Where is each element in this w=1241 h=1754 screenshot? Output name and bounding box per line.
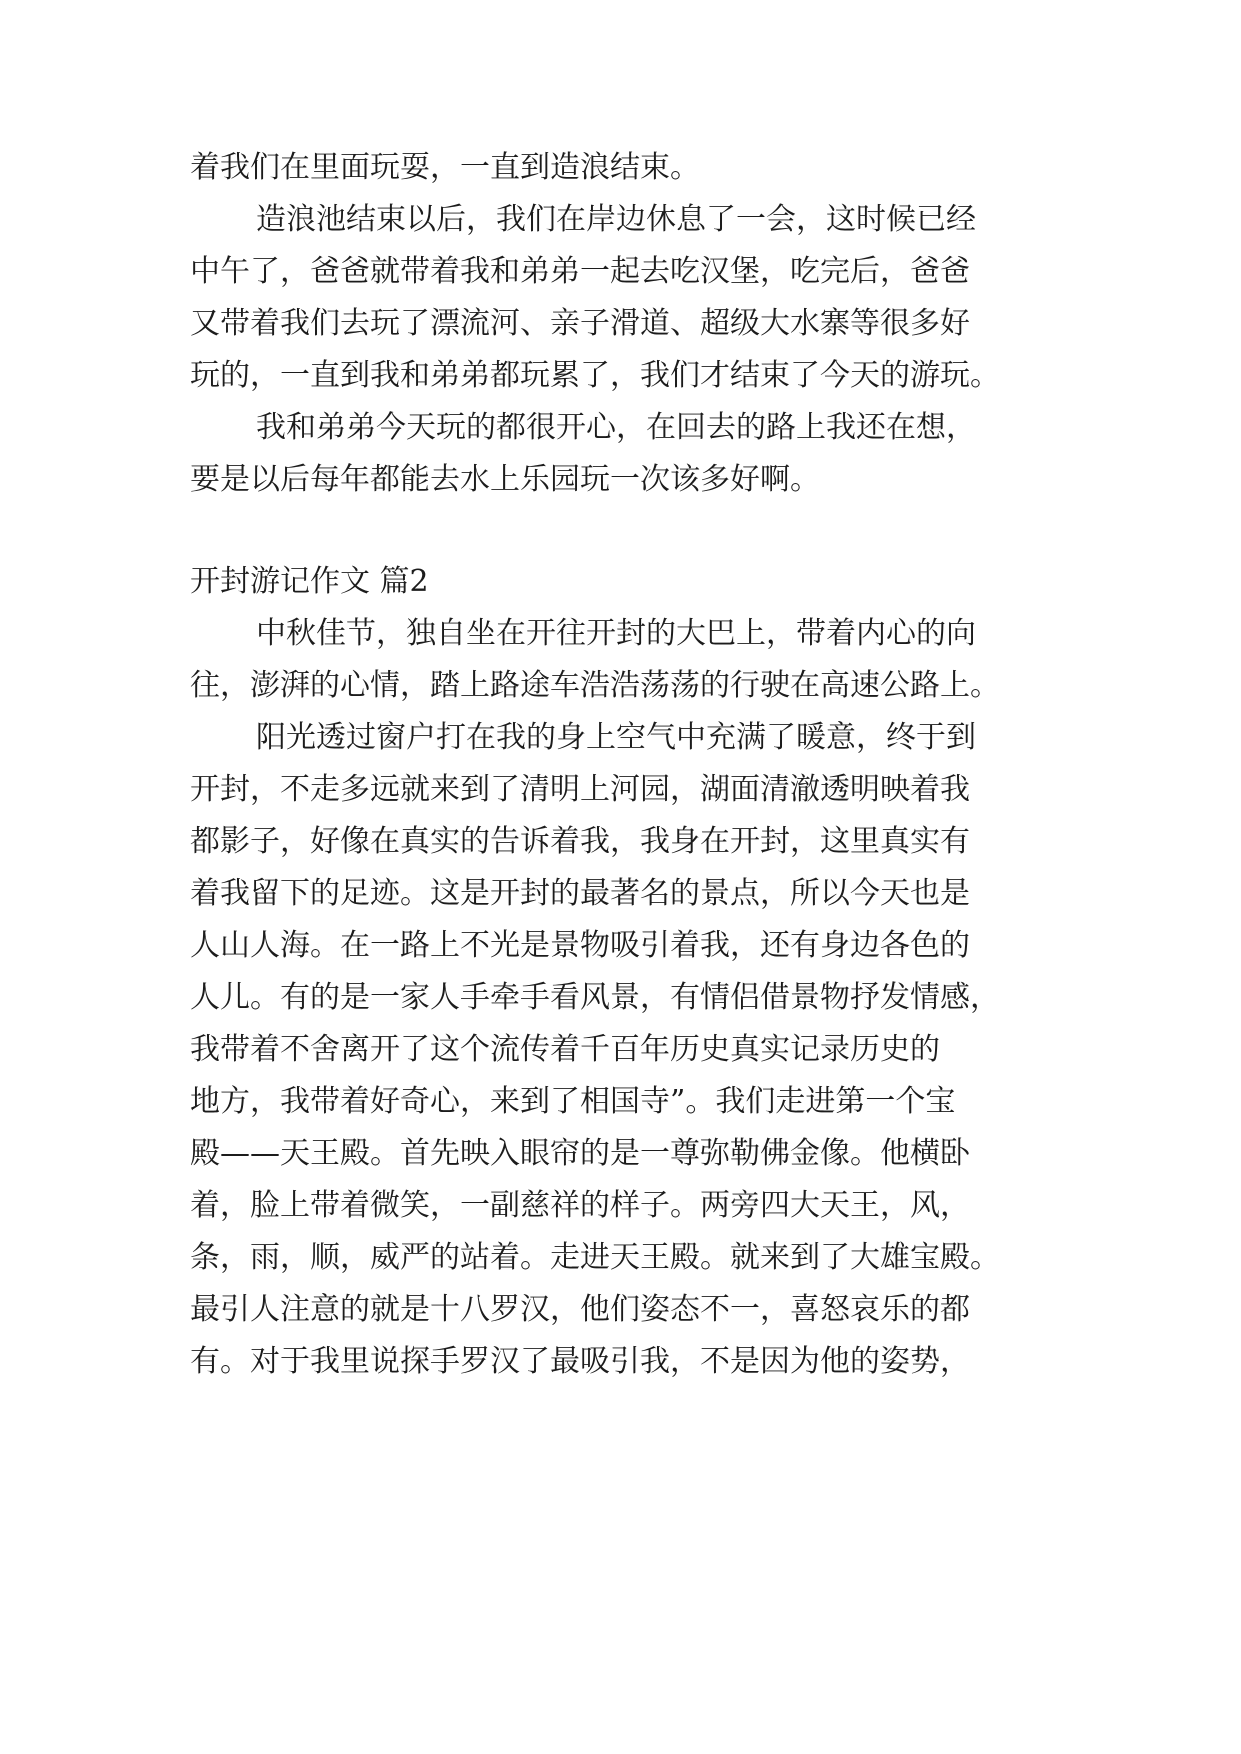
- paragraph-line: 造浪池结束以后，我们在岸边休息了一会，这时候已经: [256, 202, 976, 237]
- paragraph-line: 中午了，爸爸就带着我和弟弟一起去吃汉堡，吃完后，爸爸: [190, 254, 970, 289]
- paragraph-line: 都影子，好像在真实的告诉着我，我身在开封，这里真实有: [190, 824, 970, 859]
- paragraph-line: 殿——天王殿。首先映入眼帘的是一尊弥勒佛金像。他横卧: [190, 1136, 970, 1171]
- paragraph-line: 着我留下的足迹。这是开封的最著名的景点，所以今天也是: [190, 876, 970, 911]
- paragraph-line: 中秋佳节，独自坐在开往开封的大巴上，带着内心的向: [256, 616, 976, 651]
- paragraph-line: 人儿。有的是一家人手牵手看风景，有情侣借景物抒发情感，: [190, 980, 1000, 1015]
- paragraph-line: 玩的，一直到我和弟弟都玩累了，我们才结束了今天的游玩。: [190, 358, 1000, 393]
- paragraph-line: 开封，不走多远就来到了清明上河园，湖面清澈透明映着我: [190, 772, 970, 807]
- paragraph-line: 着我们在里面玩耍，一直到造浪结束。: [190, 150, 700, 185]
- paragraph-line: 阳光透过窗户打在我的身上空气中充满了暖意，终于到: [256, 720, 976, 755]
- paragraph-line: 最引人注意的就是十八罗汉，他们姿态不一，喜怒哀乐的都: [190, 1292, 970, 1327]
- paragraph-line: 有。对于我里说探手罗汉了最吸引我，不是因为他的姿势，: [190, 1344, 970, 1379]
- paragraph-line: 要是以后每年都能去水上乐园玩一次该多好啊。: [190, 462, 820, 497]
- paragraph-line: 条，雨，顺，威严的站着。走进天王殿。就来到了大雄宝殿。: [190, 1240, 1000, 1275]
- paragraph-line: 人山人海。在一路上不光是景物吸引着我，还有身边各色的: [190, 928, 970, 963]
- paragraph-line: 往，澎湃的心情，踏上路途车浩浩荡荡的行驶在高速公路上。: [190, 668, 1000, 703]
- section-title: 开封游记作文 篇2: [190, 564, 429, 599]
- paragraph-line: 我和弟弟今天玩的都很开心，在回去的路上我还在想，: [256, 410, 976, 445]
- paragraph-line: 地方，我带着好奇心，来到了相国寺”。我们走进第一个宝: [190, 1084, 956, 1119]
- paragraph-line: 我带着不舍离开了这个流传着千百年历史真实记录历史的: [190, 1032, 940, 1067]
- paragraph-line: 又带着我们去玩了漂流河、亲子滑道、超级大水寨等很多好: [190, 306, 970, 341]
- paragraph-line: 着，脸上带着微笑，一副慈祥的样子。两旁四大天王，风，: [190, 1188, 970, 1223]
